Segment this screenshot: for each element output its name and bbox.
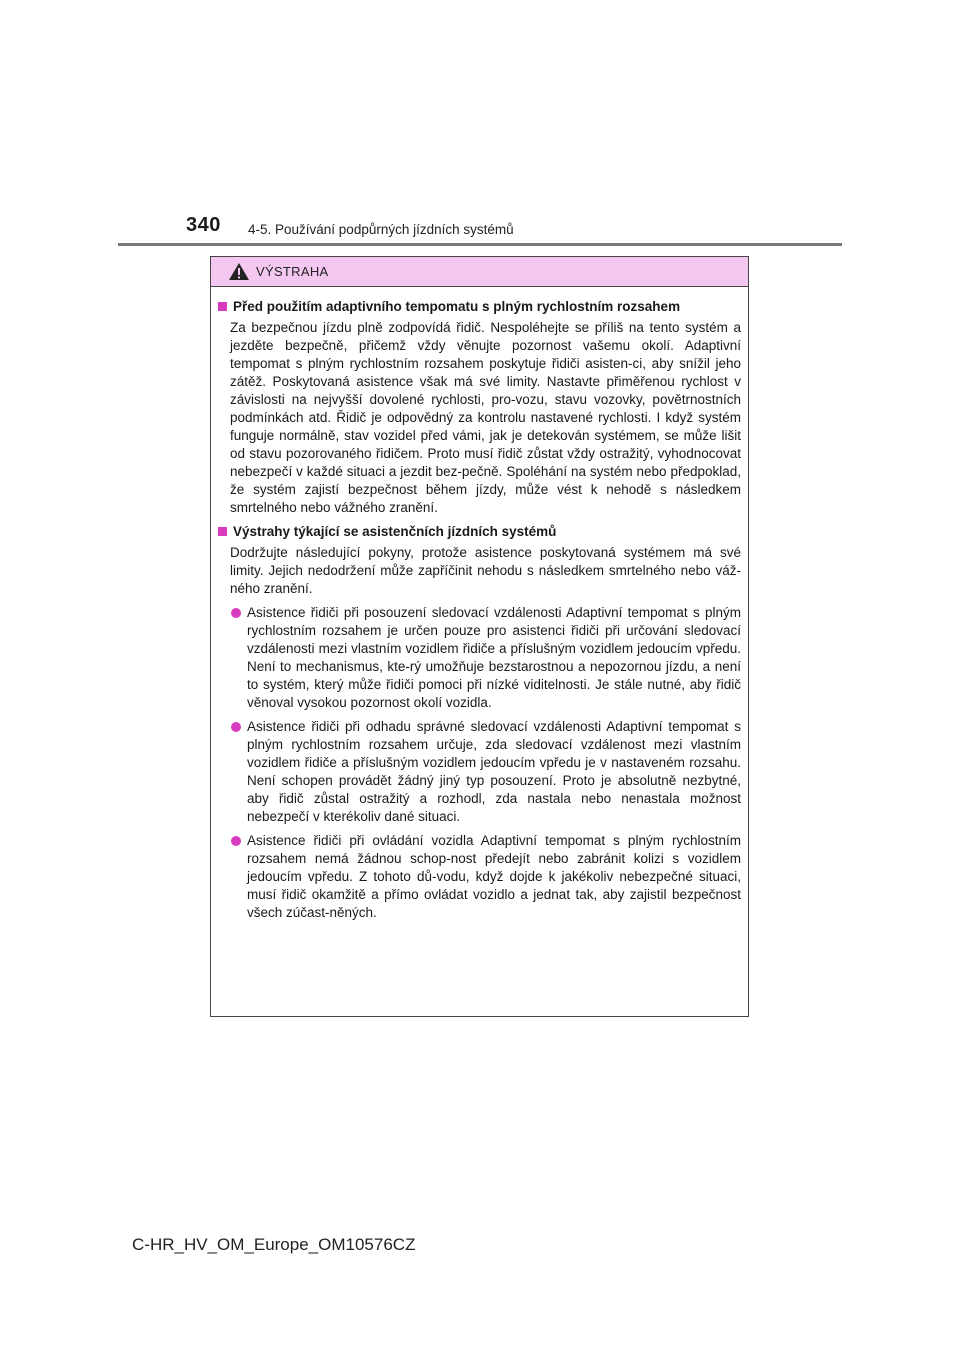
warning-triangle-icon	[228, 262, 250, 281]
circle-bullet-icon	[231, 722, 241, 732]
footer-code: C-HR_HV_OM_Europe_OM10576CZ	[132, 1235, 416, 1254]
list-item-text: Asistence řidiči při ovládání vozidla Adaptivní tempomat s plným rychlostním rozsahem nemá žádnou schop-nost předejít nebo zabránit kolizi s vozidlem jedoucím vpředu. Z tohoto dů-vodu, když dojde k jakékoliv nebezpečné situaci, musí řidič okamžitě a přímo ovládat vozidlo a jednat tak, aby zajistil bezpečnost všech zúčast-něných.	[247, 833, 741, 920]
list-item-text: Asistence řidiči při posouzení sledovací vzdálenosti Adaptivní tempomat s plným rychlostním rozsahem je určen pouze pro asistenci řidiči při určování sledovací vzdálenosti mezi vlastním vozidlem řidiče a příslušným vozidlem jedoucím vpředu. Není to mechanismus, kte-rý umožňuje bezstarostnou a nepozornou jízdu, a není to systém, který může řidiči pomoci při nízké viditelnosti. Je stále nutné, aby řidič věnoval vysokou pozornost okolí vozidla.	[247, 605, 741, 710]
square-bullet-icon	[218, 302, 227, 311]
warning-box	[210, 256, 749, 1017]
warning-header	[211, 257, 748, 287]
section-paragraph: Dodržujte následující pokyny, protože asistence poskytovaná systémem má své limity. Jejich nedodržení může zapříčinit nehodu s následkem smrtelného nebo váž-ného zranění.	[230, 545, 741, 596]
section-heading	[218, 522, 741, 541]
circle-bullet-icon	[231, 836, 241, 846]
circle-bullet-icon	[231, 608, 241, 618]
section-heading-text: Před použitím adaptivního tempomatu s plným rychlostním rozsahem	[233, 299, 681, 314]
section-title: 4-5. Používání podpůrných jízdních systémů	[248, 222, 514, 237]
square-bullet-icon	[218, 527, 227, 536]
header-rule	[118, 243, 842, 246]
list-item	[218, 718, 741, 826]
section-heading-text: Výstrahy týkající se asistenčních jízdních systémů	[233, 524, 557, 539]
list-item-text: Asistence řidiči při odhadu správné sledovací vzdálenosti Adaptivní tempomat s plným rychlostním rozsahem určuje, zda sledovací vzdálenost mezi vlastním vozidlem řidiče a příslušným vozidlem jedoucím vpředu je v nastaveném rozsahu. Není schopen provádět žádný jiný typ posouzení. Proto je absolutně nezbytné, aby řidič zůstal ostražitý a rozhodl, zda nastala nebo nenastala možnost nebezpečí v kterékoliv dané situaci.	[247, 719, 741, 824]
page-number: 340	[186, 214, 221, 236]
warning-body	[211, 287, 748, 922]
list-item	[218, 604, 741, 712]
section-heading	[218, 297, 741, 316]
section-paragraph: Za bezpečnou jízdu plně zodpovídá řidič. Nespoléhejte se příliš na tento systém a jezděte bezpečně, přičemž vždy věnujte pozornost vašemu okolí. Adaptivní tempomat s plným rychlostním rozsahem poskytuje řidiči asisten-ci, aby snížil jeho zátěž. Poskytovaná asistence však má své limity. Nastavte přiměřenou rychlost v závislosti na nejvyšší dovolené rychlosti, pro-vozu, stavu vozovky, povětrnostních podmínkách atd. Řidič je odpovědný za kontrolu nastavené rychlosti. I když systém funguje normálně, stav vozidel před vámi, jak je detekován systémem, se může lišit od stavu pozorovaného řidičem. Proto musí řidič zůstat vždy ostražitý, vyhodnocovat nebezpečí v každé situaci a jezdit bez-pečně. Spoléhání na systém nebo předpoklad, že systém zajistí bezpečnost během jízdy, může vést k nehodě s následkem smrtelného nebo vážného zranění.	[230, 320, 741, 515]
list-item	[218, 832, 741, 922]
warning-label: VÝSTRAHA	[256, 264, 329, 279]
